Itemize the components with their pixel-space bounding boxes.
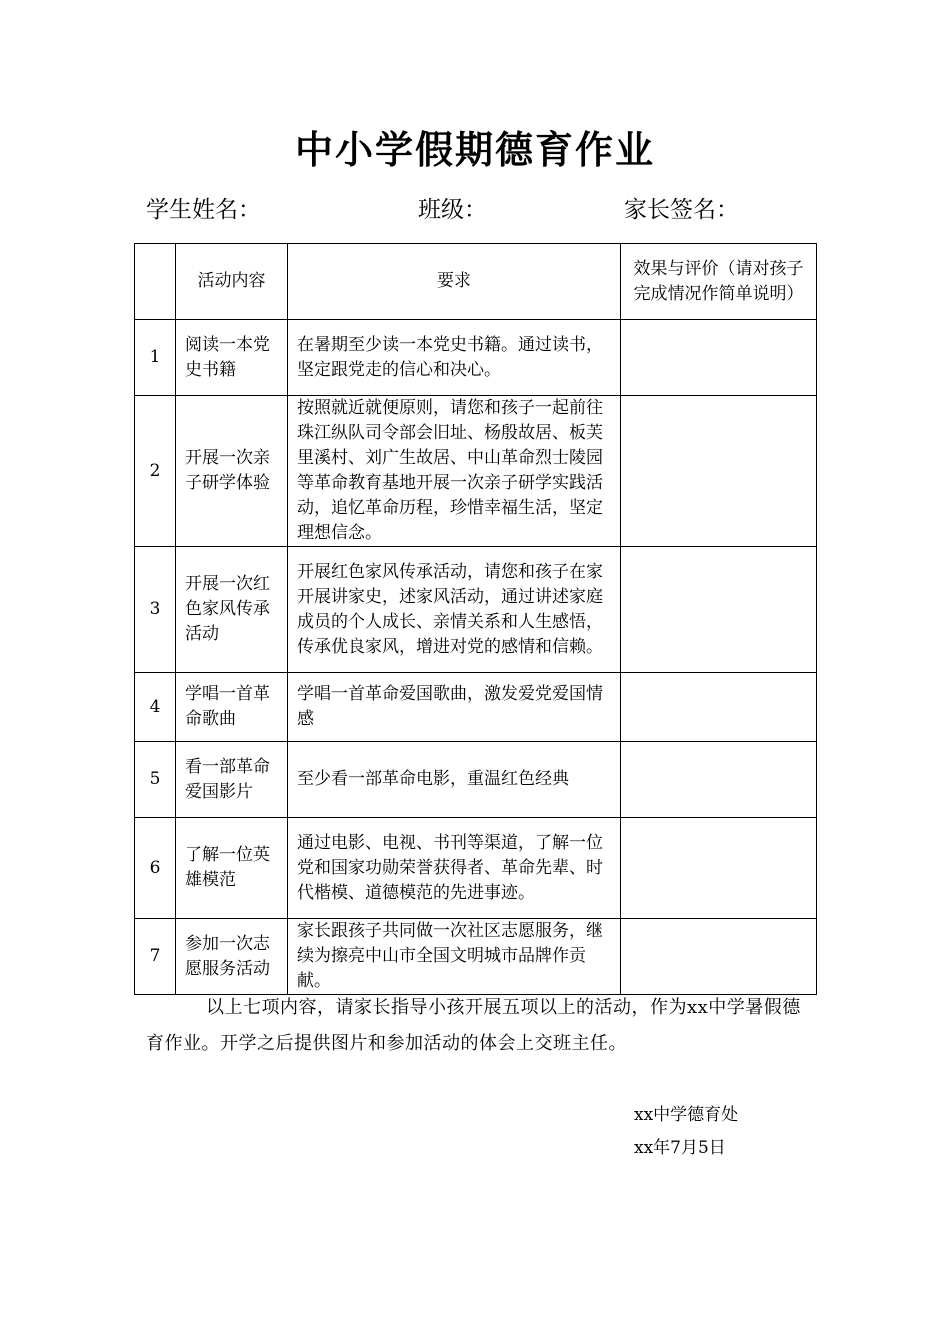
table-row	[135, 818, 817, 919]
row-requirement: 家长跟孩子共同做一次社区志愿服务，继续为擦亮中山市全国文明城市品牌作贡献。	[288, 919, 621, 995]
row-requirement: 至少看一部革命电影，重温红色经典	[288, 742, 621, 818]
row-num: 5	[135, 742, 176, 818]
table-header-row	[135, 244, 817, 320]
student-name-label: 学生姓名：	[146, 197, 261, 223]
row-num: 2	[135, 396, 176, 547]
instruction-note: 以上七项内容，请家长指导小孩开展五项以上的活动，作为xx中学暑假德育作业。开学之后提供图片和参加活动的体会上交班主任。	[146, 997, 801, 1054]
header-requirement: 要求	[288, 244, 621, 320]
row-activity: 参加一次志愿服务活动	[176, 919, 288, 995]
row-evaluation[interactable]	[621, 547, 817, 673]
row-requirement: 按照就近就便原则，请您和孩子一起前往珠江纵队司令部会旧址、杨殷故居、板芙里溪村、刘广生故居、中山革命烈士陵园等革命教育基地开展一次亲子研学实践活动，追忆革命历程，珍惜幸福生活，坚定理想信念。	[288, 396, 621, 547]
table-row	[135, 547, 817, 673]
row-activity: 开展一次红色家风传承活动	[176, 547, 288, 673]
header-activity: 活动内容	[176, 244, 288, 320]
row-num: 7	[135, 919, 176, 995]
row-activity: 看一部革命爱国影片	[176, 742, 288, 818]
row-evaluation[interactable]	[621, 320, 817, 396]
row-evaluation[interactable]	[621, 818, 817, 919]
parent-sign-label: 家长签名：	[624, 197, 739, 223]
row-activity: 了解一位英雄模范	[176, 818, 288, 919]
table-row	[135, 919, 817, 995]
header-evaluation: 效果与评价（请对孩子完成情况作简单说明）	[621, 244, 817, 320]
signature-date: xx年7月5日	[634, 1138, 726, 1158]
table-row	[135, 396, 817, 547]
row-evaluation[interactable]	[621, 742, 817, 818]
row-evaluation[interactable]	[621, 673, 817, 742]
row-num: 4	[135, 673, 176, 742]
table-row	[135, 742, 817, 818]
row-num: 6	[135, 818, 176, 919]
row-num: 3	[135, 547, 176, 673]
row-requirement: 开展红色家风传承活动，请您和孩子在家开展讲家史，述家风活动，通过讲述家庭成员的个人成长、亲情关系和人生感悟，传承优良家风，增进对党的感情和信赖。	[288, 547, 621, 673]
activity-table	[134, 243, 817, 995]
class-label: 班级：	[418, 197, 487, 223]
table-row	[135, 673, 817, 742]
row-activity: 学唱一首革命歌曲	[176, 673, 288, 742]
row-evaluation[interactable]	[621, 396, 817, 547]
header-num	[135, 244, 176, 320]
row-requirement: 在暑期至少读一本党史书籍。通过读书，坚定跟党走的信心和决心。	[288, 320, 621, 396]
page-title: 中小学假期德育作业	[294, 128, 655, 172]
row-requirement: 学唱一首革命爱国歌曲，激发爱党爱国情感	[288, 673, 621, 742]
row-evaluation[interactable]	[621, 919, 817, 995]
row-activity: 阅读一本党史书籍	[176, 320, 288, 396]
table-row	[135, 320, 817, 396]
signature-office: xx中学德育处	[634, 1105, 739, 1125]
row-activity: 开展一次亲子研学体验	[176, 396, 288, 547]
row-requirement: 通过电影、电视、书刊等渠道，了解一位党和国家功勋荣誉获得者、革命先辈、时代楷模、道德模范的先进事迹。	[288, 818, 621, 919]
row-num: 1	[135, 320, 176, 396]
